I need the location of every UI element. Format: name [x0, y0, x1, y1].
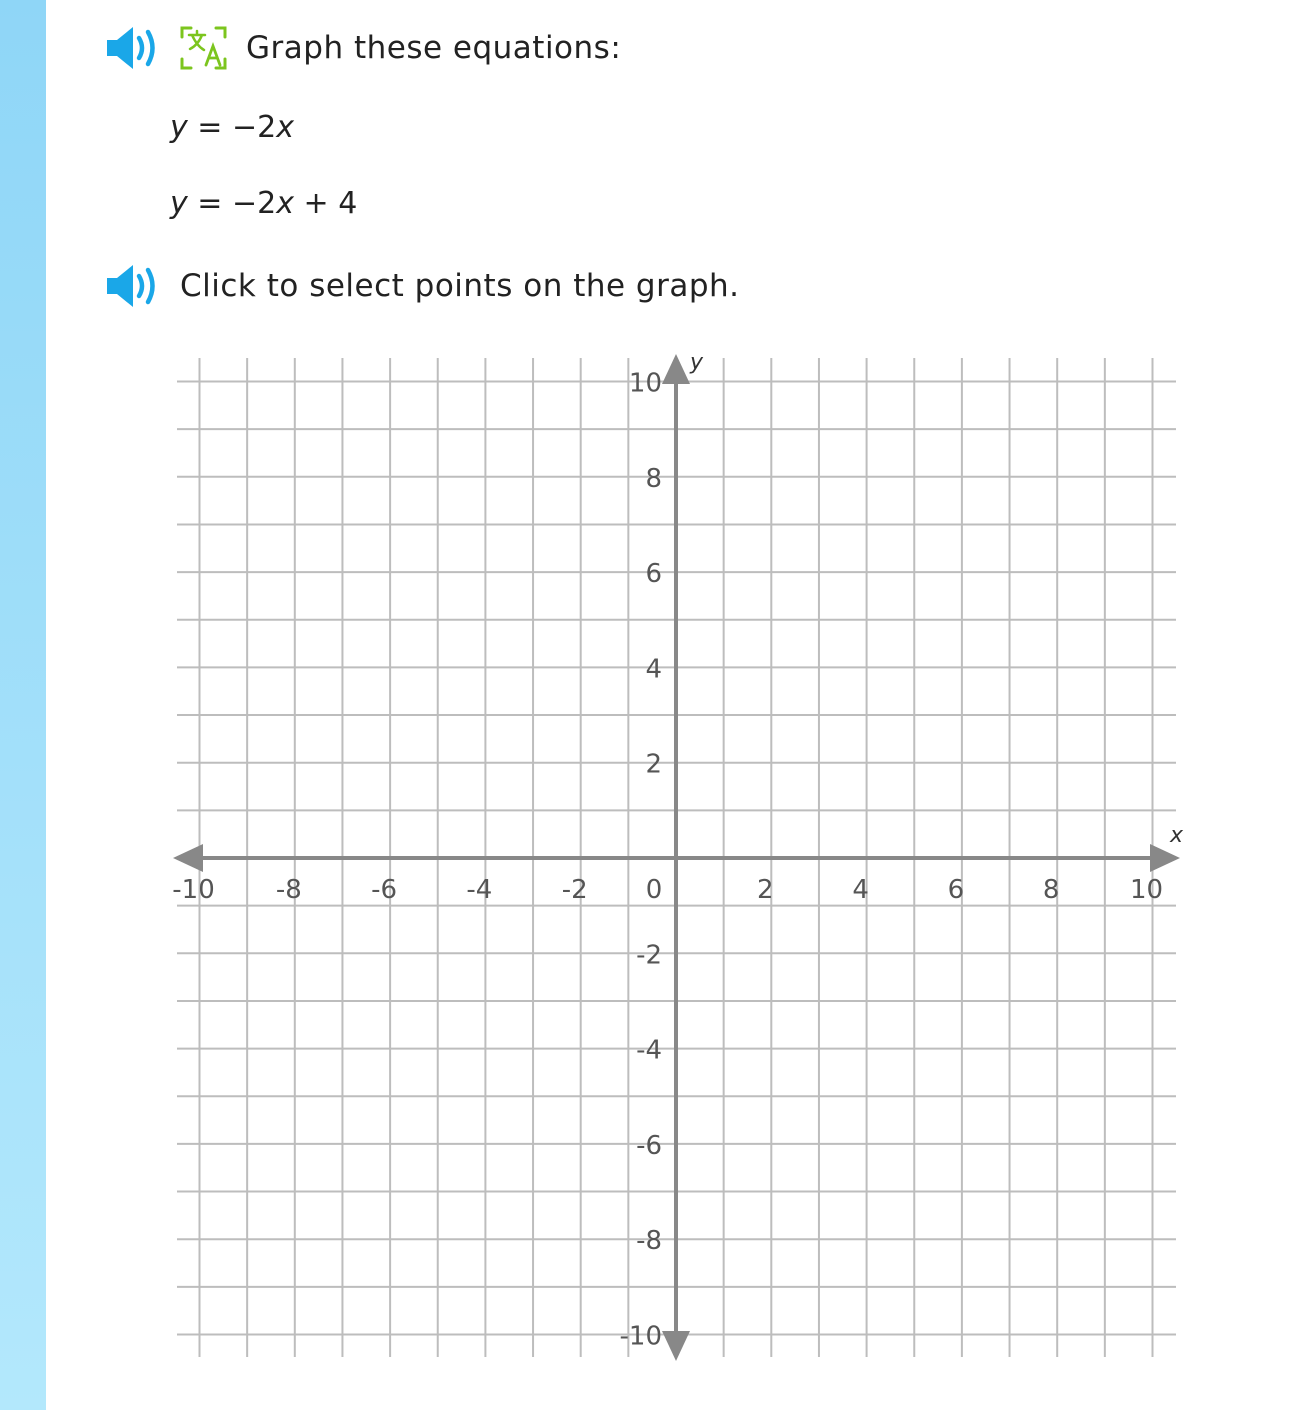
x-tick-label: 2 [757, 875, 774, 905]
prompt-text: Graph these equations: [246, 30, 622, 66]
x-tick-label: -4 [466, 875, 493, 905]
x-tick-label: 8 [1042, 875, 1060, 905]
equation-2-equals: = [187, 186, 232, 221]
y-tick-label: -2 [636, 940, 662, 971]
equation-1-y: y [170, 110, 188, 145]
equation-1-coef: −2 [231, 110, 277, 145]
x-tick-label: -6 [371, 875, 398, 905]
y-tick-label: 10 [628, 368, 662, 399]
x-axis-label: x [1170, 823, 1184, 848]
x-tick-label: 4 [852, 875, 869, 905]
y-tick-label: 6 [645, 559, 662, 590]
x-axis-left-arrow [173, 844, 203, 872]
y-tick-label: 8 [645, 463, 662, 494]
y-tick-label: 4 [645, 654, 662, 685]
x-tick-label: 10 [1129, 875, 1164, 905]
x-tick-label: -2 [561, 875, 588, 905]
y-axis-up-arrow [662, 354, 690, 384]
y-tick-label: -8 [636, 1226, 662, 1257]
y-tick-label: 2 [645, 749, 662, 780]
equation-1-x: x [276, 110, 294, 145]
y-tick-label: -6 [636, 1130, 662, 1161]
equation-2-const: + 4 [293, 186, 358, 221]
equation-2-y: y [170, 186, 188, 221]
x-tick-label: 6 [947, 875, 965, 905]
x-axis-right-arrow [1150, 844, 1180, 872]
x-tick-label: -8 [275, 875, 302, 905]
y-axis-down-arrow [662, 1331, 690, 1361]
y-tick-label: -4 [636, 1035, 662, 1066]
equation-2-coef: −2 [231, 186, 277, 221]
x-tick-label: -10 [172, 875, 215, 905]
y-tick-label: -10 [619, 1321, 662, 1352]
equation-2-x: x [276, 186, 294, 221]
y-axis-label: y [690, 350, 704, 375]
x-tick-label: 0 [645, 875, 663, 905]
equation-1-equals: = [187, 110, 232, 145]
instruction-text: Click to select points on the graph. [180, 268, 740, 304]
